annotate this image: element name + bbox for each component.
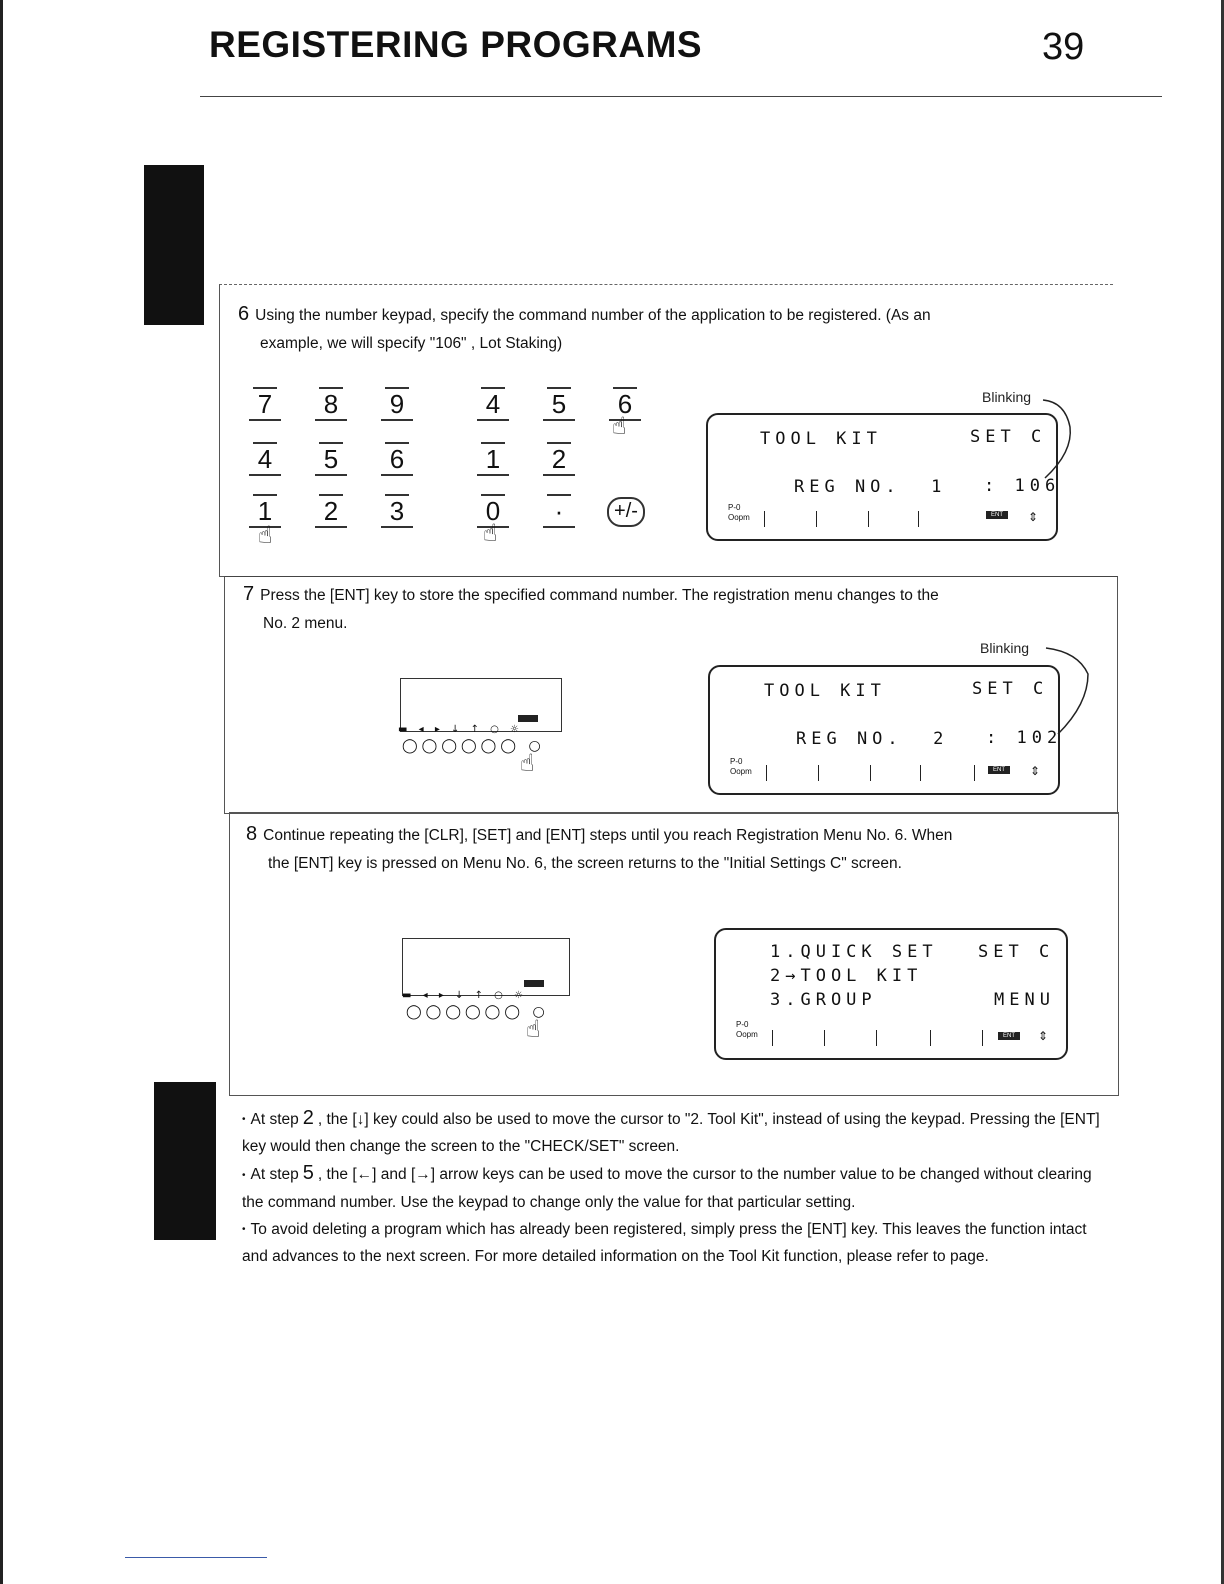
step6-number: 6 (238, 303, 250, 325)
step8-line2: the [ENT] key is pressed on Menu No. 6, the screen returns to the "Initial Settings C" screen. (268, 855, 902, 872)
lcd-line1-left: TOOL KIT (760, 429, 882, 449)
lcd-line1-right: SET C (970, 427, 1047, 447)
lcd-separator (764, 511, 765, 527)
step6-text (238, 300, 1098, 358)
lcd-separator (818, 765, 819, 781)
lcd-line2-right: : 106 (984, 476, 1061, 496)
bullet-icon: • (242, 1114, 246, 1126)
lcd-status-top: P-0 (728, 503, 741, 512)
lcd-status-top: P-0 (730, 757, 743, 766)
lcd-separator (930, 1030, 931, 1046)
lcd-separator (766, 765, 767, 781)
lcd-separator (974, 765, 975, 781)
page-edge-left (0, 0, 3, 1584)
lcd-line2-left: REG NO. 1 (794, 477, 947, 497)
note-text: To avoid deleting a program which has already been registered, simply press the [ENT] key. This leaves the function intact and advances to the next screen. For more detailed information on the Tool Kit function, please refer to page. (242, 1220, 1087, 1266)
step6-line1: Using the number keypad, specify the command number of the application to be registered. (As an (255, 307, 931, 324)
lcd-separator (870, 765, 871, 781)
keypad-key: 2 (311, 494, 351, 528)
arrow-key-row: ▬ ◂ ▸ ↓ ↑ ○ ☼ (398, 724, 524, 735)
arrow-key-row: ▬ ◂ ▸ ↓ ↑ ○ ☼ (402, 990, 528, 1001)
scroll-icon: ⇕ (1038, 1029, 1049, 1043)
pointing-hand-icon: ☝ (612, 413, 627, 440)
lcd-separator (816, 511, 817, 527)
note-item (242, 1160, 1102, 1215)
note-text: , the [←] and [→] arrow keys can be used to move the cursor to the number value to be changed without clearing the command number. Use the keypad to change only the value for that particular setting. (242, 1166, 1092, 1211)
lcd-line3-right: MENU (994, 990, 1055, 1010)
bullet-icon: • (242, 1224, 246, 1236)
keypad-key: 9 (377, 387, 417, 421)
page-title: REGISTERING PROGRAMS (209, 24, 703, 65)
keypad-key: 7 (245, 387, 285, 421)
lcd-line2-left: REG NO. 2 (796, 729, 949, 749)
lcd-separator (920, 765, 921, 781)
controller-unit-step7 (396, 670, 576, 780)
step7-number: 7 (243, 583, 255, 605)
ent-indicator (518, 715, 538, 722)
keypad-key: 3 (377, 494, 417, 528)
bullet-icon: • (242, 1169, 246, 1181)
ent-indicator: ENT (998, 1032, 1020, 1040)
pointing-hand-icon: ☝ (258, 522, 273, 549)
lcd-status-bottom: Oopm (728, 513, 750, 522)
pointing-hand-icon: ☝ (483, 520, 498, 547)
step8-line1: Continue repeating the [CLR], [SET] and [ENT] steps until you reach Registration Menu No. 6. When (263, 827, 953, 844)
lcd-separator (868, 511, 869, 527)
keypad-key: 4 (245, 442, 285, 476)
controller-screen (402, 938, 570, 996)
function-key-row: ◯◯◯◯◯◯ ○ (406, 1004, 549, 1020)
note-item (242, 1105, 1102, 1160)
lcd-line1-right: SET C (972, 679, 1049, 699)
lcd-screen-step7 (708, 665, 1063, 795)
note-text: , the [↓] key could also be used to move the cursor to "2. Tool Kit", instead of using the keypad. Pressing the [ENT] key would then change the screen to the "CHECK/SET" screen. (242, 1111, 1100, 1156)
footer-rule (125, 1557, 267, 1558)
keypad-key: 5 (539, 387, 579, 421)
blinking-label: Blinking (982, 389, 1032, 405)
controller-unit-step8 (400, 930, 580, 1050)
note-item (242, 1216, 1102, 1270)
notes-list (242, 1105, 1102, 1270)
step7-text (243, 580, 1103, 638)
function-key-row: ◯◯◯◯◯◯ ○ (402, 738, 545, 754)
keypad-key: 5 (311, 442, 351, 476)
step7-line2: No. 2 menu. (263, 615, 348, 632)
keypad-key: 6 (377, 442, 417, 476)
step7-line1: Press the [ENT] key to store the specified command number. The registration menu changes to the (260, 587, 939, 604)
scroll-icon: ⇕ (1028, 510, 1039, 524)
lcd-status-bottom: Oopm (730, 767, 752, 776)
keypad-key: 6 (605, 387, 645, 421)
step6-line2: example, we will specify "106" , Lot Staking) (260, 335, 563, 352)
keypad-key: 0 (473, 494, 513, 528)
note-step-number: 5 (302, 1162, 314, 1185)
section-tab-marker (144, 165, 204, 325)
notes-tab-marker (154, 1082, 216, 1240)
ent-indicator (524, 980, 544, 987)
keypad-key: 2 (539, 442, 579, 476)
ent-indicator: ENT (988, 766, 1010, 774)
lcd-separator (824, 1030, 825, 1046)
lcd-line3-left: 3.GROUP (770, 990, 877, 1010)
lcd-screen-step8 (714, 928, 1068, 1060)
scroll-icon: ⇕ (1030, 764, 1041, 778)
lcd-separator (982, 1030, 983, 1046)
keypad-key: 1 (245, 494, 285, 528)
pointing-hand-icon: ☝ (520, 750, 535, 777)
step8-number: 8 (246, 823, 258, 845)
lcd-line1-left: 1.QUICK SET (770, 942, 938, 962)
keypad-key: 1 (473, 442, 513, 476)
lcd-screen-step6 (706, 413, 1061, 541)
lcd-separator (772, 1030, 773, 1046)
lcd-status-bottom: Oopm (736, 1030, 758, 1039)
note-step-number: 2 (302, 1107, 314, 1129)
lcd-line2-left: 2→TOOL KIT (770, 966, 923, 986)
note-prefix: At step (250, 1166, 299, 1184)
pointing-hand-icon: ☝ (526, 1016, 541, 1043)
header-rule (200, 96, 1162, 97)
ent-indicator: ENT (986, 511, 1008, 519)
blinking-label: Blinking (980, 640, 1030, 656)
keypad-key: +/- (607, 497, 645, 527)
step8-text (246, 820, 1106, 878)
lcd-separator (918, 511, 919, 527)
page-number: 39 (1042, 26, 1085, 68)
keypad-key: · (539, 494, 579, 528)
note-prefix: At step (250, 1111, 299, 1128)
lcd-line1-left: TOOL KIT (764, 681, 886, 701)
lcd-separator (876, 1030, 877, 1046)
lcd-line2-right: : 102 (986, 728, 1063, 748)
keypad-key: 4 (473, 387, 513, 421)
keypad-key: 8 (311, 387, 351, 421)
lcd-status-top: P-0 (736, 1020, 749, 1029)
lcd-line1-right: SET C (978, 942, 1055, 962)
